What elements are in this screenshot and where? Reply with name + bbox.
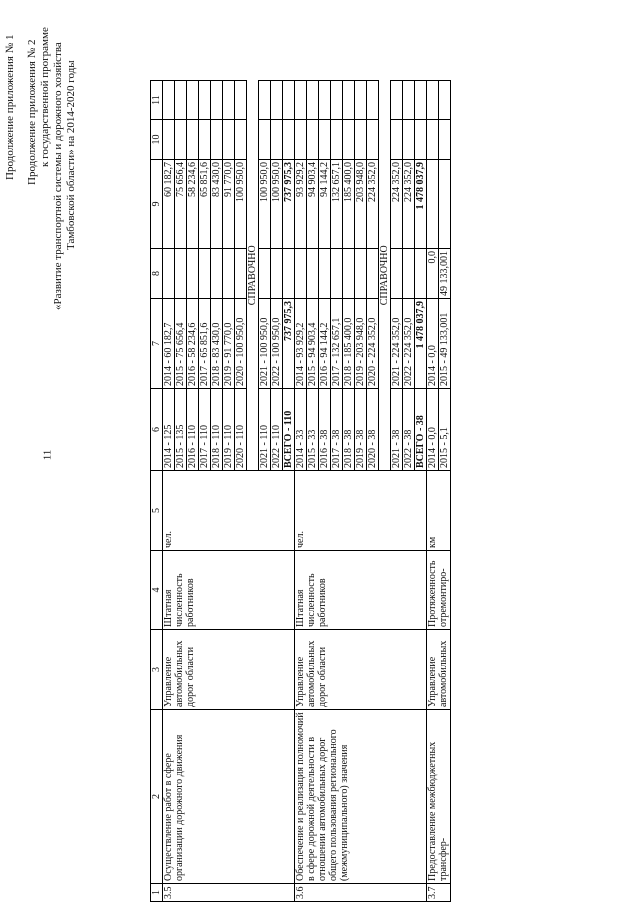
header-line-3: к государственной программе: [39, 27, 51, 167]
federal-funding: [187, 249, 199, 299]
unit: км: [427, 471, 451, 551]
total-funding: 2019 - 91 770,0: [223, 299, 235, 389]
indicator: Штатная численность работников: [295, 551, 427, 630]
col-number: 9: [151, 160, 163, 249]
federal-funding: [211, 249, 223, 299]
other-funding: [367, 81, 379, 120]
other-funding: [307, 81, 319, 120]
local-funding: [415, 120, 427, 160]
federal-funding: [223, 249, 235, 299]
regional-funding: 224 352,0: [391, 160, 403, 249]
target-value: 2019 - 110: [223, 389, 235, 471]
total-funding: 2020 - 100 950,0: [235, 299, 247, 389]
federal-funding: 0,0: [427, 249, 439, 299]
regional-funding: 91 770,0: [223, 160, 235, 249]
local-funding: [163, 120, 175, 160]
col-number: 10: [151, 120, 163, 160]
col-number: 7: [151, 299, 163, 389]
other-funding: [271, 81, 283, 120]
total-funding: 2021 - 100 950,0: [259, 299, 271, 389]
other-funding: [415, 81, 427, 120]
regional-funding: 100 950,0: [235, 160, 247, 249]
regional-funding: 100 950,0: [259, 160, 271, 249]
col-number: 11: [151, 81, 163, 120]
row-number: 3.7: [427, 884, 451, 902]
unit: чел.: [295, 471, 427, 551]
local-funding: [331, 120, 343, 160]
unit: чел.: [163, 471, 295, 551]
total-funding: 2020 - 224 352,0: [367, 299, 379, 389]
total-funding: 2017 - 65 851,6: [199, 299, 211, 389]
target-value: 2018 - 110: [211, 389, 223, 471]
regional-funding: 83 430,0: [211, 160, 223, 249]
other-funding: [319, 81, 331, 120]
target-value: 2014 - 0,0: [427, 389, 439, 471]
regional-funding: 58 234,6: [187, 160, 199, 249]
other-funding: [391, 81, 403, 120]
other-funding: [199, 81, 211, 120]
total-funding: 2015 - 94 903,4: [307, 299, 319, 389]
regional-funding: 185 400,0: [343, 160, 355, 249]
regional-funding: 224 352,0: [403, 160, 415, 249]
local-funding: [187, 120, 199, 160]
federal-funding: [415, 249, 427, 299]
regional-funding: 75 656,4: [175, 160, 187, 249]
target-value: 2020 - 38: [367, 389, 379, 471]
other-funding: [403, 81, 415, 120]
federal-funding: [355, 249, 367, 299]
other-funding: [187, 81, 199, 120]
other-funding: [163, 81, 175, 120]
regional-funding: 203 948,0: [355, 160, 367, 249]
federal-funding: [175, 249, 187, 299]
federal-funding: [259, 249, 271, 299]
other-funding: [283, 81, 295, 120]
local-funding: [283, 120, 295, 160]
table-row: [427, 81, 439, 902]
local-funding: [211, 120, 223, 160]
local-funding: [199, 120, 211, 160]
regional-funding: 93 929,2: [295, 160, 307, 249]
regional-funding: 94 144,2: [319, 160, 331, 249]
total-funding-sum: 1 478 037,9: [415, 299, 427, 389]
target-value: 2021 - 38: [391, 389, 403, 471]
total-funding: 2021 - 224 352,0: [391, 299, 403, 389]
other-funding: [175, 81, 187, 120]
target-value: 2017 - 38: [331, 389, 343, 471]
local-funding: [343, 120, 355, 160]
federal-funding: [235, 249, 247, 299]
table-row: [163, 81, 175, 902]
header-number-row: [151, 81, 163, 902]
target-value: 2016 - 110: [187, 389, 199, 471]
other-funding: [211, 81, 223, 120]
federal-funding: [391, 249, 403, 299]
total-funding: 2015 - 75 656,4: [175, 299, 187, 389]
target-value: 2020 - 110: [235, 389, 247, 471]
other-funding: [223, 81, 235, 120]
other-funding: [295, 81, 307, 120]
federal-funding: [163, 249, 175, 299]
federal-funding: [319, 249, 331, 299]
row-number: 3.6: [295, 884, 427, 902]
total-funding: 2015 - 49 133,001: [439, 299, 451, 389]
page-number: 11: [41, 449, 54, 461]
activity-name: Осуществление работ в сфере организации дорожного движения: [163, 710, 295, 884]
local-funding: [319, 120, 331, 160]
regional-funding: 94 903,4: [307, 160, 319, 249]
total-funding: 2018 - 185 400,0: [343, 299, 355, 389]
other-funding: [355, 81, 367, 120]
col-number: 1: [151, 884, 163, 902]
total-funding: 2018 - 83 430,0: [211, 299, 223, 389]
col-number: 8: [151, 249, 163, 299]
spravochno-label: СПРАВОЧНО: [247, 81, 259, 471]
spravochno-label: СПРАВОЧНО: [379, 81, 391, 471]
target-value: 2022 - 110: [271, 389, 283, 471]
activity-name: Предоставление межбюджетных трансфер-: [427, 710, 451, 884]
header-line-1: Продолжение приложения № 1: [4, 34, 16, 180]
local-funding: [175, 120, 187, 160]
local-funding: [391, 120, 403, 160]
total-funding: 2014 - 60 182,7: [163, 299, 175, 389]
total-funding: 2014 - 0,0: [427, 299, 439, 389]
regional-funding: [439, 160, 451, 249]
indicator: Протяженность отремонтиро-: [427, 551, 451, 630]
regional-funding: 224 352,0: [367, 160, 379, 249]
regional-funding: [427, 160, 439, 249]
local-funding: [235, 120, 247, 160]
other-funding: [331, 81, 343, 120]
col-number: 5: [151, 471, 163, 551]
local-funding: [427, 120, 439, 160]
total-funding: 2016 - 94 144,2: [319, 299, 331, 389]
regional-funding-sum: 737 975,3: [283, 160, 295, 249]
executor: Управление автомобильных дорог области: [163, 630, 295, 710]
local-funding: [295, 120, 307, 160]
row-number: 3.5: [163, 884, 295, 902]
other-funding: [259, 81, 271, 120]
executor: Управление автомобильных: [427, 630, 451, 710]
local-funding: [307, 120, 319, 160]
target-value: 2021 - 110: [259, 389, 271, 471]
federal-funding: 49 133,001: [439, 249, 451, 299]
target-value: 2015 - 5,1: [439, 389, 451, 471]
federal-funding: [367, 249, 379, 299]
target-value: 2015 - 135: [175, 389, 187, 471]
target-total: ВСЕГО - 110: [283, 389, 295, 471]
federal-funding: [271, 249, 283, 299]
other-funding: [235, 81, 247, 120]
target-value: 2018 - 38: [343, 389, 355, 471]
federal-funding: [343, 249, 355, 299]
target-value: 2017 - 110: [199, 389, 211, 471]
local-funding: [403, 120, 415, 160]
header-line-2: Продолжение приложения № 2: [26, 39, 38, 185]
col-number: 3: [151, 630, 163, 710]
col-number: 6: [151, 389, 163, 471]
other-funding: [427, 81, 439, 120]
federal-funding: [307, 249, 319, 299]
total-funding: 2014 - 93 929,2: [295, 299, 307, 389]
total-funding: 2016 - 58 234,6: [187, 299, 199, 389]
federal-funding: [403, 249, 415, 299]
local-funding: [259, 120, 271, 160]
local-funding: [271, 120, 283, 160]
table-row: [295, 81, 307, 902]
total-funding-sum: 737 975,3: [283, 299, 295, 389]
federal-funding: [331, 249, 343, 299]
local-funding: [367, 120, 379, 160]
target-value: 2014 - 125: [163, 389, 175, 471]
target-value: 2016 - 38: [319, 389, 331, 471]
regional-funding: 100 950,0: [271, 160, 283, 249]
local-funding: [355, 120, 367, 160]
local-funding: [223, 120, 235, 160]
header-line-5: Тамбовской области» на 2014-2020 годы: [65, 60, 77, 250]
activity-name: Обеспечение и реализация полномочий в сфере дорожной деятельности в отношении автомобильных дорог общего пользования регионального (межмуниципального) значения: [295, 710, 427, 884]
executor: Управление автомобильных дорог области: [295, 630, 427, 710]
regional-funding: 65 851,6: [199, 160, 211, 249]
target-total: ВСЕГО - 38: [415, 389, 427, 471]
col-number: 2: [151, 710, 163, 884]
program-table: [150, 80, 451, 902]
federal-funding: [295, 249, 307, 299]
indicator: Штатная численность работников: [163, 551, 295, 630]
local-funding: [439, 120, 451, 160]
other-funding: [439, 81, 451, 120]
target-value: 2014 - 33: [295, 389, 307, 471]
total-funding: 2019 - 203 948,0: [355, 299, 367, 389]
target-value: 2022 - 38: [403, 389, 415, 471]
regional-funding: 132 657,1: [331, 160, 343, 249]
federal-funding: [283, 249, 295, 299]
target-value: 2015 - 33: [307, 389, 319, 471]
total-funding: 2022 - 224 352,0: [403, 299, 415, 389]
regional-funding: 60 182,7: [163, 160, 175, 249]
federal-funding: [199, 249, 211, 299]
col-number: 4: [151, 551, 163, 630]
target-value: 2019 - 38: [355, 389, 367, 471]
other-funding: [343, 81, 355, 120]
total-funding: 2022 - 100 950,0: [271, 299, 283, 389]
total-funding: 2017 - 132 657,1: [331, 299, 343, 389]
header-line-4: «Развитие транспортной системы и дорожного хозяйства: [52, 42, 64, 310]
regional-funding-sum: 1 478 037,9: [415, 160, 427, 249]
